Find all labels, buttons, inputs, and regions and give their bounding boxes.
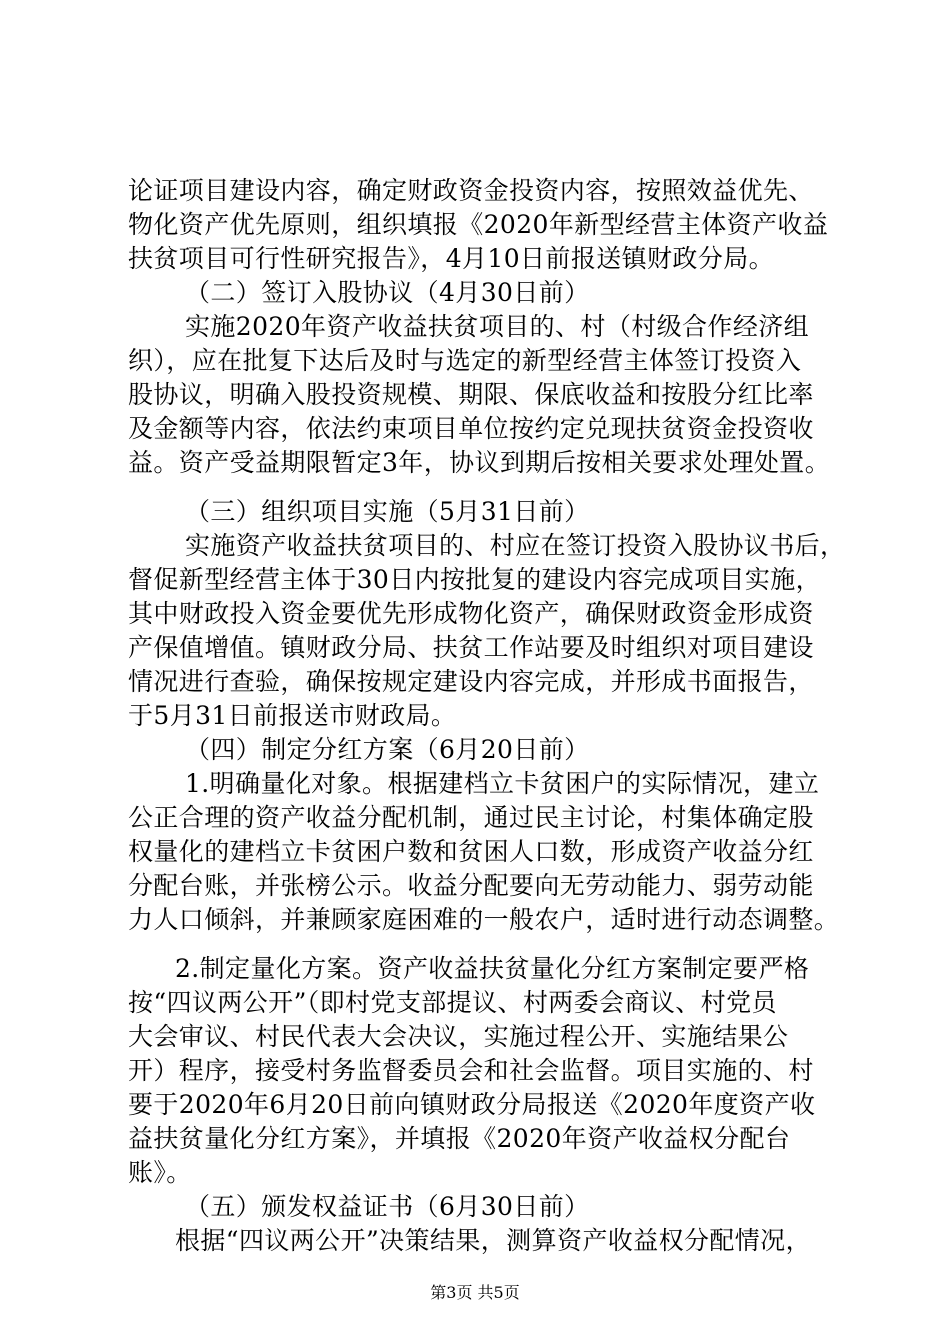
body-text-line: 公正合理的资产收益分配机制，通过民主讨论，村集体确定股 [128, 803, 814, 832]
section-heading: （四）制定分红方案（6月20日前） [185, 735, 590, 764]
body-text-line: 1.明确量化对象。根据建档立卡贫困户的实际情况，建立 [185, 769, 820, 798]
body-text-line: 织），应在批复下达后及时与选定的新型经营主体签订投资入 [128, 346, 802, 375]
body-text-line: 根据“四议两公开”决策结果，测算资产收益权分配情况， [175, 1226, 811, 1255]
section-heading: （二）签订入股协议（4月30日前） [185, 278, 590, 307]
body-text-line: 账》。 [128, 1158, 192, 1187]
body-text-line: 益扶贫量化分红方案》，并填报《2020年资产收益权分配台 [128, 1124, 791, 1153]
body-text-line: 权量化的建档立卡贫困户数和贫困人口数，形成资产收益分红 [128, 837, 814, 866]
body-text-line: 力人口倾斜，并兼顾家庭困难的一般农户，适时进行动态调整。 [128, 905, 840, 934]
body-text-line: 大会审议、村民代表大会决议，实施过程公开、实施结果公 [128, 1022, 789, 1051]
body-text-line: 要于2020年6月20日前向镇财政分局报送《2020年度资产收 [128, 1090, 816, 1119]
body-text-line: 开）程序，接受村务监督委员会和社会监督。项目实施的、村 [128, 1056, 814, 1085]
page-number-footer: 第3页 共5页 [430, 1283, 520, 1302]
body-text-line: 论证项目建设内容，确定财政资金投资内容，按照效益优先、 [128, 176, 814, 205]
body-text-line: 实施资产收益扶贫项目的、村应在签订投资入股协议书后， [185, 531, 846, 560]
body-text-line: 按“四议两公开”（即村党支部提议、村两委会商议、村党员 [128, 988, 777, 1017]
body-text-line: 扶贫项目可行性研究报告》，4月10日前报送镇财政分局。 [128, 244, 775, 273]
body-text-line: 督促新型经营主体于30日内按批复的建设内容完成项目实施， [128, 565, 822, 594]
body-text-line: 2.制定量化方案。资产收益扶贫量化分红方案制定要严格 [175, 954, 810, 983]
body-text-line: 物化资产优先原则，组织填报《2020年新型经营主体资产收益 [128, 210, 829, 239]
section-heading: （三）组织项目实施（5月31日前） [185, 497, 590, 526]
body-text-line: 益。资产受益期限暂定3年，协议到期后按相关要求处理处置。 [128, 448, 831, 477]
body-text-line: 实施2020年资产收益扶贫项目的、村（村级合作经济组 [185, 312, 810, 341]
body-text-line: 股协议，明确入股投资规模、期限、保底收益和按股分红比率 [128, 380, 814, 409]
body-text-line: 于5月31日前报送市财政局。 [128, 701, 457, 730]
body-text-line: 及金额等内容，依法约束项目单位按约定兑现扶贫资金投资收 [128, 414, 814, 443]
body-text-line: 其中财政投入资金要优先形成物化资产，确保财政资金形成资 [128, 599, 814, 628]
section-heading: （五）颁发权益证书（6月30日前） [185, 1192, 590, 1221]
body-text-line: 产保值增值。镇财政分局、扶贫工作站要及时组织对项目建设 [128, 633, 814, 662]
body-text-line: 情况进行查验，确保按规定建设内容完成，并形成书面报告， [128, 667, 814, 696]
body-text-line: 分配台账，并张榜公示。收益分配要向无劳动能力、弱劳动能 [128, 871, 814, 900]
